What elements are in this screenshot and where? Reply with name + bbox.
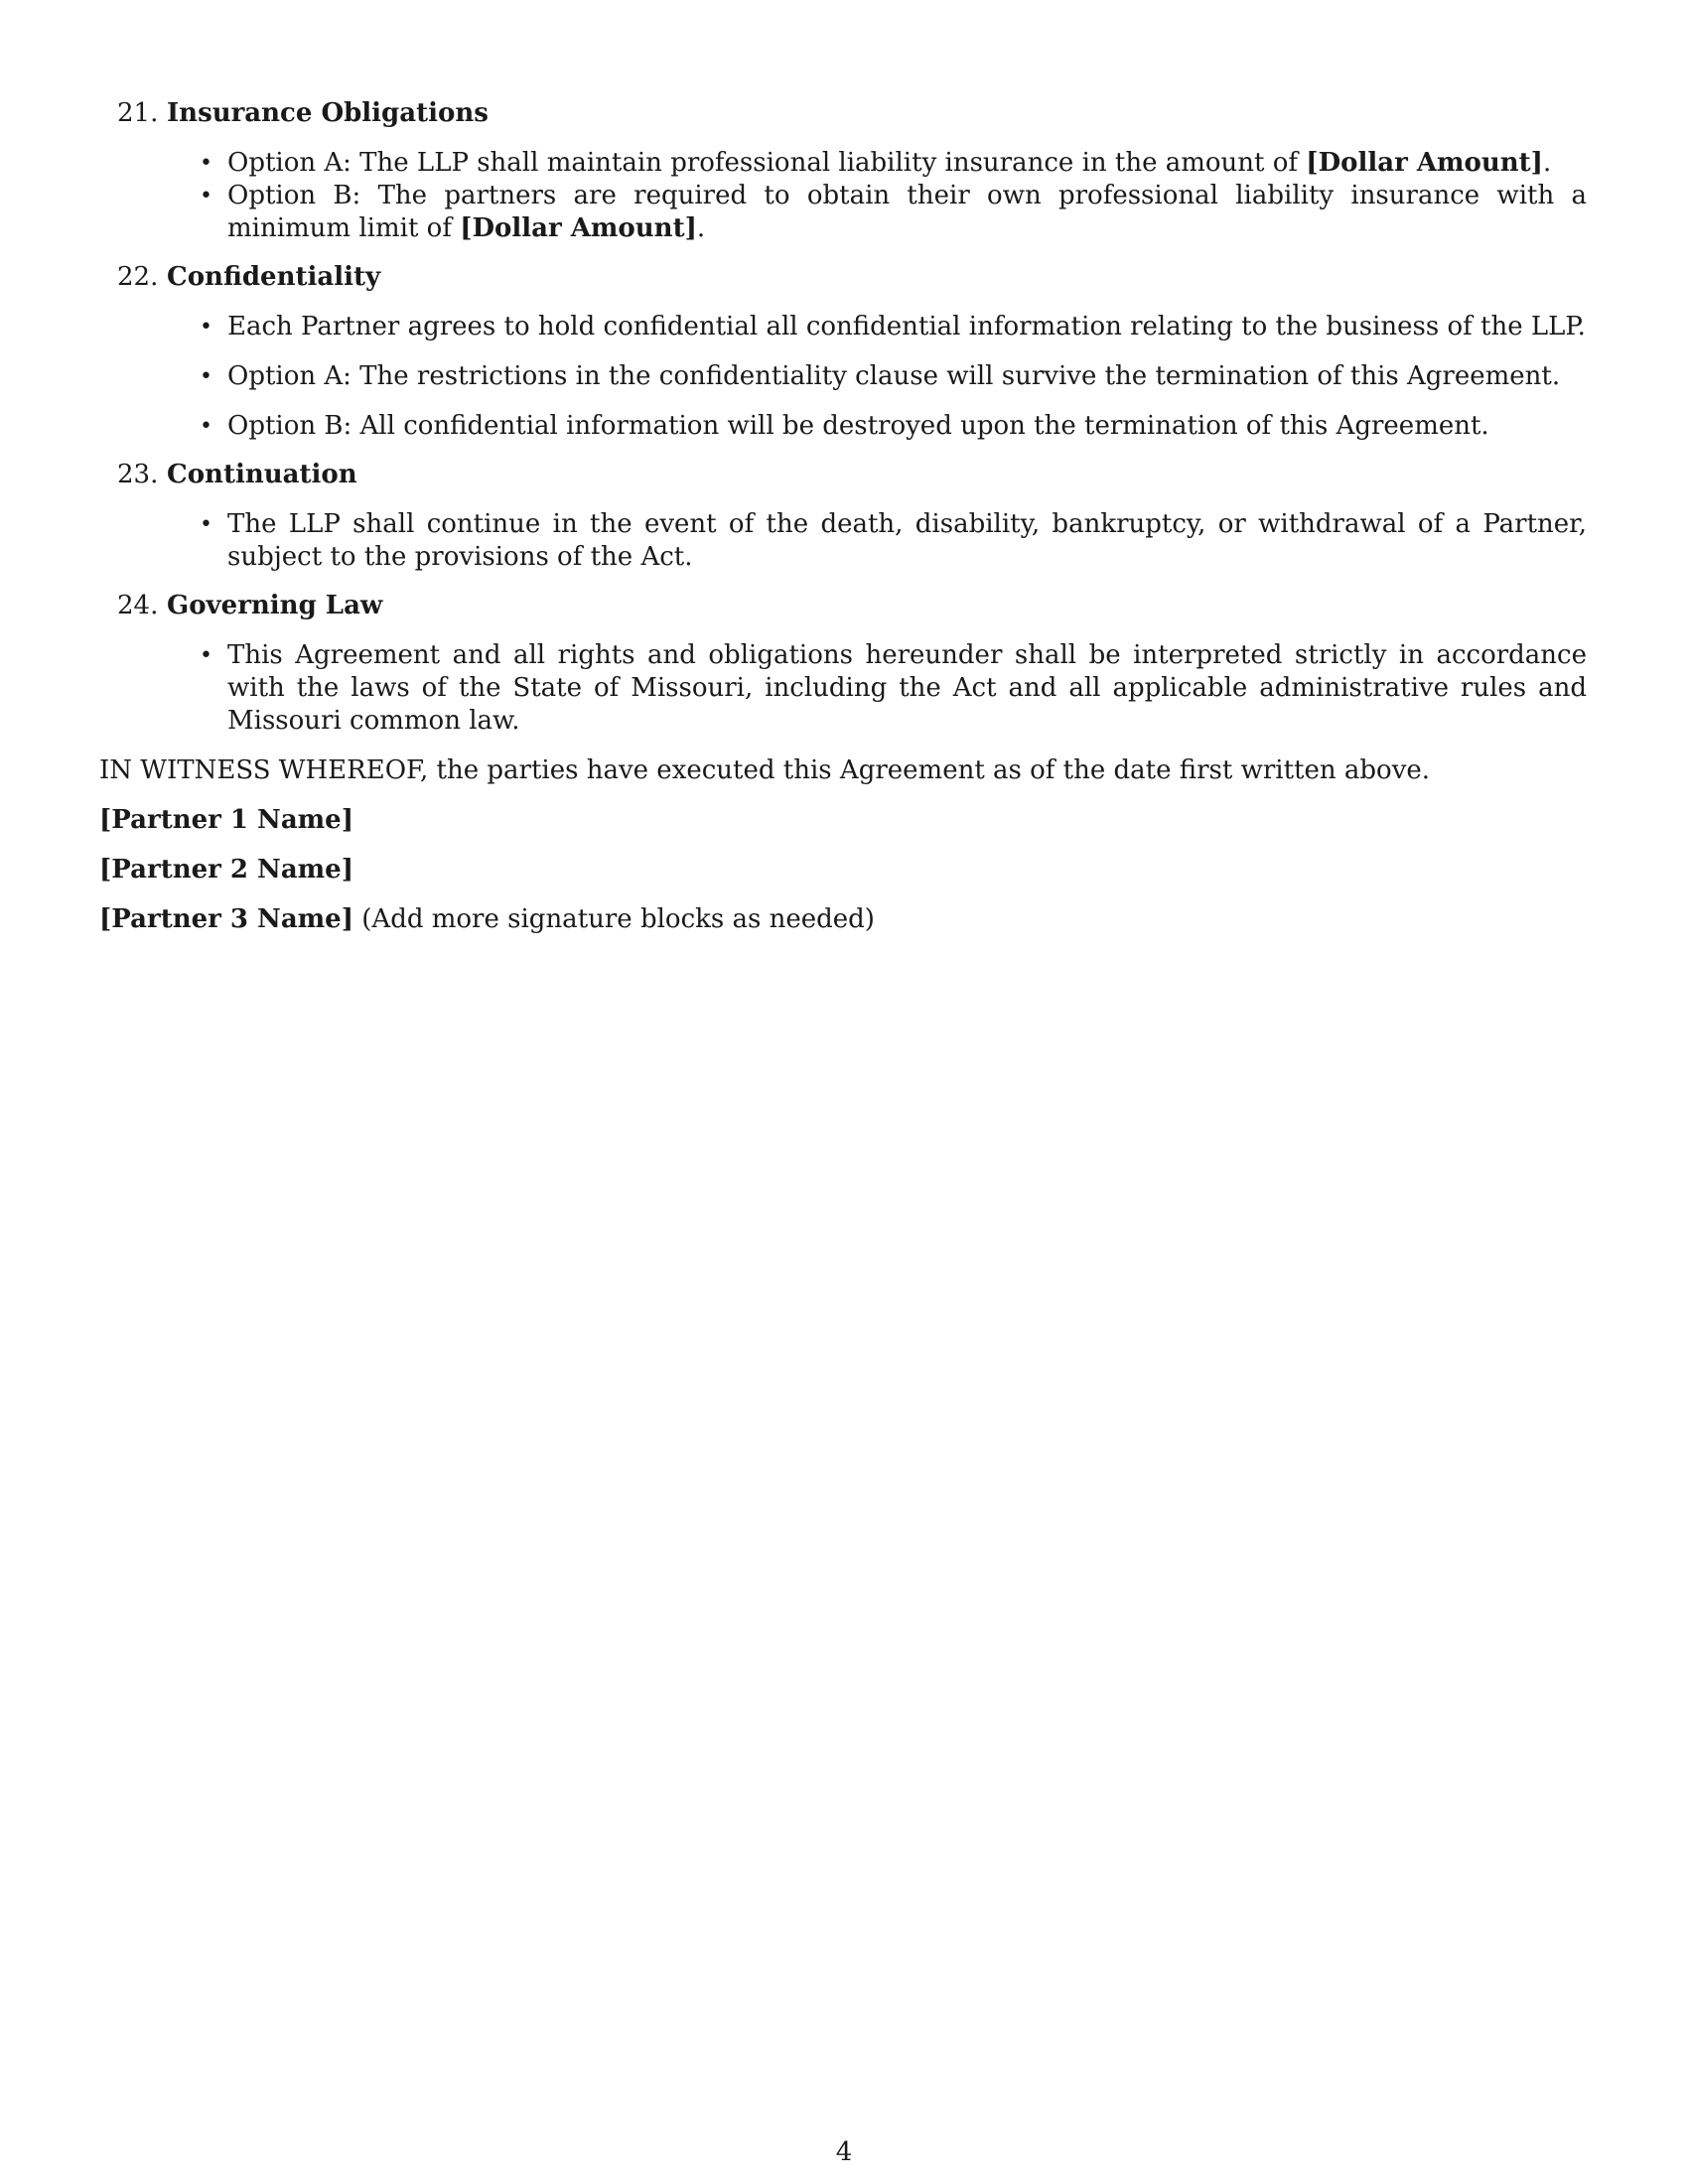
list-item: • Option A: The LLP shall maintain professional liability insurance in the amount of [Dollar Amount]. [200, 148, 1552, 178]
witness-clause: IN WITNESS WHEREOF, the parties have executed this Agreement as of the date first written above. [99, 755, 1431, 785]
list-item: • Each Partner agrees to hold confidential all confidential information relating to the business of the LLP. [200, 312, 1586, 341]
bullet-icon: • [200, 151, 212, 176]
signature-block-partner-1 [99, 804, 1589, 837]
signature-name: [Partner 2 Name] [99, 855, 354, 885]
list-item: • Option B: All confidential information will be destroyed upon the termination of this Agreement. [200, 411, 1489, 441]
bullet-icon: • [200, 643, 212, 668]
bullet-list [99, 147, 1589, 245]
list-item: • Option A: The restrictions in the confidentiality clause will survive the termination of this Agreement. [200, 361, 1561, 391]
bullet-icon: • [200, 315, 212, 340]
signature-note: (Add more signature blocks as needed) [353, 904, 875, 934]
bullet-list [99, 508, 1589, 574]
bullet-icon: • [200, 414, 212, 439]
section-title: Insurance Obligations [167, 98, 489, 128]
page-number: 4 [835, 2137, 853, 2167]
list-item: • The LLP shall continue in the event of the death, disability, bankruptcy, or withdrawal of a Partner, subject to the provisions of the Act. [200, 509, 1587, 572]
section-heading [99, 97, 1589, 130]
bullet-list [99, 639, 1589, 738]
signature-name: [Partner 3 Name] [99, 904, 354, 934]
bullet-list [99, 311, 1589, 443]
section-title: Confidentiality [167, 262, 381, 292]
signature-block-partner-3 [99, 903, 1589, 936]
document-page [99, 97, 1589, 936]
section-heading [99, 261, 1589, 294]
section-21 [99, 97, 1589, 245]
bullet-icon: • [200, 184, 212, 208]
section-number: 21. [117, 98, 159, 128]
section-heading [99, 459, 1589, 491]
signature-name: [Partner 1 Name] [99, 805, 354, 835]
placeholder-dollar-amount: [Dollar Amount] [1306, 148, 1543, 178]
section-24 [99, 590, 1589, 738]
section-number: 24. [117, 591, 159, 620]
bullet-icon: • [200, 364, 212, 389]
bullet-icon: • [200, 512, 212, 537]
section-number: 23. [117, 460, 159, 489]
list-item: • Option B: The partners are required to obtain their own professional liability insurance with a minimum limit of [Dollar Amount]. [200, 181, 1587, 243]
signature-block-partner-2 [99, 854, 1589, 887]
section-title: Continuation [167, 460, 357, 489]
section-number: 22. [117, 262, 159, 292]
section-23 [99, 459, 1589, 574]
section-title: Governing Law [167, 591, 383, 620]
placeholder-dollar-amount: [Dollar Amount] [460, 213, 697, 243]
section-heading [99, 590, 1589, 622]
section-22 [99, 261, 1589, 443]
list-item: • This Agreement and all rights and obligations hereunder shall be interpreted strictly in accordance with the laws of the State of Missouri, including the Act and all applicable administrative rules and Missouri common law. [200, 640, 1587, 736]
